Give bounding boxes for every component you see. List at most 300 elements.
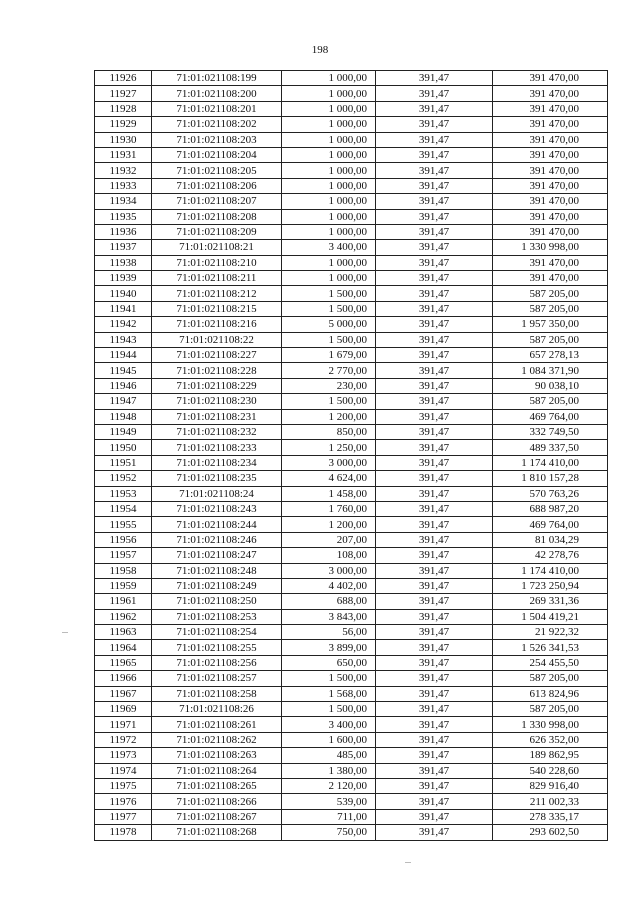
table-row <box>95 517 608 532</box>
cell-value: 1 957 350,00 <box>493 317 608 332</box>
page-number: 198 <box>311 44 329 56</box>
cell-rate: 391,47 <box>376 686 493 701</box>
cell-cadastral-number: 71:01:021108:209 <box>152 224 282 239</box>
table-row <box>95 147 608 162</box>
cell-row-number: 11932 <box>95 163 152 178</box>
cell-value: 391 470,00 <box>493 271 608 286</box>
cell-row-number: 11935 <box>95 209 152 224</box>
table-row <box>95 655 608 670</box>
cell-rate: 391,47 <box>376 178 493 193</box>
cell-row-number: 11939 <box>95 271 152 286</box>
table-row <box>95 763 608 778</box>
cell-rate: 391,47 <box>376 702 493 717</box>
cell-area: 3 843,00 <box>282 609 376 624</box>
cell-area: 1 000,00 <box>282 163 376 178</box>
cell-rate: 391,47 <box>376 794 493 809</box>
cell-value: 293 602,50 <box>493 825 608 840</box>
cell-cadastral-number: 71:01:021108:26 <box>152 702 282 717</box>
cell-cadastral-number: 71:01:021108:227 <box>152 348 282 363</box>
cell-area: 3 400,00 <box>282 717 376 732</box>
cell-value: 391 470,00 <box>493 178 608 193</box>
cell-area: 3 000,00 <box>282 563 376 578</box>
cell-rate: 391,47 <box>376 301 493 316</box>
cell-value: 254 455,50 <box>493 655 608 670</box>
cell-value: 469 764,00 <box>493 517 608 532</box>
cell-value: 42 278,76 <box>493 548 608 563</box>
cell-cadastral-number: 71:01:021108:231 <box>152 409 282 424</box>
cell-area: 1 000,00 <box>282 86 376 101</box>
cell-value: 1 174 410,00 <box>493 563 608 578</box>
cell-value: 587 205,00 <box>493 702 608 717</box>
cell-cadastral-number: 71:01:021108:232 <box>152 424 282 439</box>
cell-value: 688 987,20 <box>493 501 608 516</box>
cell-rate: 391,47 <box>376 548 493 563</box>
table-row <box>95 809 608 824</box>
cell-rate: 391,47 <box>376 594 493 609</box>
cell-area: 1 000,00 <box>282 178 376 193</box>
cell-area: 688,00 <box>282 594 376 609</box>
table-row <box>95 301 608 316</box>
cell-row-number: 11969 <box>95 702 152 717</box>
cell-row-number: 11961 <box>95 594 152 609</box>
cell-rate: 391,47 <box>376 240 493 255</box>
cell-row-number: 11952 <box>95 471 152 486</box>
cell-cadastral-number: 71:01:021108:211 <box>152 271 282 286</box>
cell-area: 711,00 <box>282 809 376 824</box>
cell-area: 1 200,00 <box>282 409 376 424</box>
table-row <box>95 209 608 224</box>
cell-rate: 391,47 <box>376 671 493 686</box>
table-row <box>95 224 608 239</box>
cell-rate: 391,47 <box>376 86 493 101</box>
cell-value: 391 470,00 <box>493 71 608 86</box>
cell-area: 3 899,00 <box>282 640 376 655</box>
table-row <box>95 271 608 286</box>
table-row <box>95 332 608 347</box>
cell-area: 1 000,00 <box>282 117 376 132</box>
cell-cadastral-number: 71:01:021108:233 <box>152 440 282 455</box>
cell-rate: 391,47 <box>376 147 493 162</box>
cell-value: 332 749,50 <box>493 424 608 439</box>
cell-row-number: 11964 <box>95 640 152 655</box>
cell-cadastral-number: 71:01:021108:256 <box>152 655 282 670</box>
cell-rate: 391,47 <box>376 640 493 655</box>
cell-cadastral-number: 71:01:021108:264 <box>152 763 282 778</box>
cell-rate: 391,47 <box>376 117 493 132</box>
cell-area: 1 250,00 <box>282 440 376 455</box>
cell-area: 56,00 <box>282 625 376 640</box>
cell-area: 539,00 <box>282 794 376 809</box>
cell-value: 391 470,00 <box>493 117 608 132</box>
cell-row-number: 11953 <box>95 486 152 501</box>
cell-area: 1 000,00 <box>282 255 376 270</box>
cell-area: 750,00 <box>282 825 376 840</box>
cell-cadastral-number: 71:01:021108:255 <box>152 640 282 655</box>
cell-row-number: 11956 <box>95 532 152 547</box>
cell-value: 391 470,00 <box>493 132 608 147</box>
cell-value: 81 034,29 <box>493 532 608 547</box>
cell-area: 1 500,00 <box>282 332 376 347</box>
table-row <box>95 163 608 178</box>
cell-cadastral-number: 71:01:021108:205 <box>152 163 282 178</box>
table-row <box>95 625 608 640</box>
cell-rate: 391,47 <box>376 563 493 578</box>
cell-area: 108,00 <box>282 548 376 563</box>
cell-row-number: 11951 <box>95 455 152 470</box>
cell-value: 391 470,00 <box>493 194 608 209</box>
cell-row-number: 11978 <box>95 825 152 840</box>
table-row <box>95 563 608 578</box>
cell-rate: 391,47 <box>376 101 493 116</box>
cell-area: 1 000,00 <box>282 101 376 116</box>
table-row <box>95 732 608 747</box>
cell-rate: 391,47 <box>376 809 493 824</box>
table-row <box>95 594 608 609</box>
cell-cadastral-number: 71:01:021108:212 <box>152 286 282 301</box>
cell-rate: 391,47 <box>376 748 493 763</box>
table-row <box>95 578 608 593</box>
cell-row-number: 11971 <box>95 717 152 732</box>
cell-value: 829 916,40 <box>493 778 608 793</box>
cell-area: 1 500,00 <box>282 286 376 301</box>
cell-value: 391 470,00 <box>493 224 608 239</box>
cell-value: 1 526 341,53 <box>493 640 608 655</box>
cell-cadastral-number: 71:01:021108:249 <box>152 578 282 593</box>
cell-area: 3 400,00 <box>282 240 376 255</box>
cell-rate: 391,47 <box>376 363 493 378</box>
cell-row-number: 11940 <box>95 286 152 301</box>
cell-cadastral-number: 71:01:021108:253 <box>152 609 282 624</box>
cell-area: 1 500,00 <box>282 671 376 686</box>
cell-value: 391 470,00 <box>493 101 608 116</box>
cell-row-number: 11957 <box>95 548 152 563</box>
cell-rate: 391,47 <box>376 578 493 593</box>
cell-rate: 391,47 <box>376 763 493 778</box>
cell-row-number: 11947 <box>95 394 152 409</box>
cell-cadastral-number: 71:01:021108:244 <box>152 517 282 532</box>
cell-area: 1 000,00 <box>282 71 376 86</box>
cell-area: 1 000,00 <box>282 209 376 224</box>
cell-cadastral-number: 71:01:021108:210 <box>152 255 282 270</box>
cell-cadastral-number: 71:01:021108:202 <box>152 117 282 132</box>
cell-cadastral-number: 71:01:021108:228 <box>152 363 282 378</box>
cell-value: 489 337,50 <box>493 440 608 455</box>
table-row <box>95 486 608 501</box>
cell-value: 211 002,33 <box>493 794 608 809</box>
cell-rate: 391,47 <box>376 132 493 147</box>
cell-value: 391 470,00 <box>493 147 608 162</box>
cell-area: 230,00 <box>282 378 376 393</box>
cell-row-number: 11959 <box>95 578 152 593</box>
cell-cadastral-number: 71:01:021108:22 <box>152 332 282 347</box>
cell-value: 570 763,26 <box>493 486 608 501</box>
cell-rate: 391,47 <box>376 409 493 424</box>
cell-rate: 391,47 <box>376 532 493 547</box>
cell-row-number: 11933 <box>95 178 152 193</box>
cell-value: 391 470,00 <box>493 209 608 224</box>
cell-area: 850,00 <box>282 424 376 439</box>
cell-row-number: 11976 <box>95 794 152 809</box>
cell-area: 207,00 <box>282 532 376 547</box>
table-row <box>95 86 608 101</box>
table-row <box>95 501 608 516</box>
cell-value: 391 470,00 <box>493 255 608 270</box>
cell-row-number: 11928 <box>95 101 152 116</box>
cell-row-number: 11938 <box>95 255 152 270</box>
cell-row-number: 11941 <box>95 301 152 316</box>
table-row <box>95 255 608 270</box>
table-row <box>95 424 608 439</box>
cell-rate: 391,47 <box>376 501 493 516</box>
table-row <box>95 609 608 624</box>
cell-row-number: 11966 <box>95 671 152 686</box>
cell-area: 1 000,00 <box>282 224 376 239</box>
cell-row-number: 11974 <box>95 763 152 778</box>
cell-row-number: 11977 <box>95 809 152 824</box>
cell-rate: 391,47 <box>376 825 493 840</box>
cell-cadastral-number: 71:01:021108:243 <box>152 501 282 516</box>
cell-row-number: 11944 <box>95 348 152 363</box>
cell-area: 4 624,00 <box>282 471 376 486</box>
table-row <box>95 363 608 378</box>
cell-value: 587 205,00 <box>493 301 608 316</box>
cell-cadastral-number: 71:01:021108:203 <box>152 132 282 147</box>
cell-row-number: 11963 <box>95 625 152 640</box>
cell-value: 1 084 371,90 <box>493 363 608 378</box>
cell-cadastral-number: 71:01:021108:257 <box>152 671 282 686</box>
cell-area: 1 568,00 <box>282 686 376 701</box>
cell-area: 1 000,00 <box>282 194 376 209</box>
table-row <box>95 471 608 486</box>
cell-value: 613 824,96 <box>493 686 608 701</box>
cell-rate: 391,47 <box>376 255 493 270</box>
cell-area: 1 000,00 <box>282 147 376 162</box>
cell-row-number: 11934 <box>95 194 152 209</box>
cell-row-number: 11975 <box>95 778 152 793</box>
table-row <box>95 778 608 793</box>
cell-area: 2 120,00 <box>282 778 376 793</box>
cell-rate: 391,47 <box>376 778 493 793</box>
table-row <box>95 317 608 332</box>
cell-area: 485,00 <box>282 748 376 763</box>
table-row <box>95 71 608 86</box>
cell-rate: 391,47 <box>376 271 493 286</box>
cell-value: 469 764,00 <box>493 409 608 424</box>
cell-cadastral-number: 71:01:021108:204 <box>152 147 282 162</box>
cell-value: 657 278,13 <box>493 348 608 363</box>
table-row <box>95 178 608 193</box>
cell-row-number: 11929 <box>95 117 152 132</box>
cell-row-number: 11948 <box>95 409 152 424</box>
cell-value: 189 862,95 <box>493 748 608 763</box>
table-row <box>95 132 608 147</box>
cell-value: 90 038,10 <box>493 378 608 393</box>
cell-cadastral-number: 71:01:021108:21 <box>152 240 282 255</box>
cell-cadastral-number: 71:01:021108:265 <box>152 778 282 793</box>
cell-cadastral-number: 71:01:021108:254 <box>152 625 282 640</box>
cell-cadastral-number: 71:01:021108:206 <box>152 178 282 193</box>
cell-row-number: 11931 <box>95 147 152 162</box>
cell-cadastral-number: 71:01:021108:216 <box>152 317 282 332</box>
cell-cadastral-number: 71:01:021108:268 <box>152 825 282 840</box>
cell-area: 1 000,00 <box>282 132 376 147</box>
cell-rate: 391,47 <box>376 224 493 239</box>
cell-rate: 391,47 <box>376 286 493 301</box>
cell-rate: 391,47 <box>376 317 493 332</box>
table-row <box>95 671 608 686</box>
cell-row-number: 11937 <box>95 240 152 255</box>
cell-cadastral-number: 71:01:021108:208 <box>152 209 282 224</box>
table-row <box>95 378 608 393</box>
cell-rate: 391,47 <box>376 378 493 393</box>
cell-row-number: 11962 <box>95 609 152 624</box>
cell-row-number: 11942 <box>95 317 152 332</box>
cell-area: 1 200,00 <box>282 517 376 532</box>
cell-cadastral-number: 71:01:021108:199 <box>152 71 282 86</box>
cell-value: 1 330 998,00 <box>493 240 608 255</box>
cell-value: 391 470,00 <box>493 86 608 101</box>
cell-value: 1 723 250,94 <box>493 578 608 593</box>
cell-value: 587 205,00 <box>493 286 608 301</box>
cell-rate: 391,47 <box>376 440 493 455</box>
cell-value: 1 174 410,00 <box>493 455 608 470</box>
cell-rate: 391,47 <box>376 471 493 486</box>
table-row <box>95 348 608 363</box>
cell-value: 626 352,00 <box>493 732 608 747</box>
cell-rate: 391,47 <box>376 517 493 532</box>
cell-rate: 391,47 <box>376 194 493 209</box>
cell-area: 1 500,00 <box>282 394 376 409</box>
cell-rate: 391,47 <box>376 424 493 439</box>
cell-cadastral-number: 71:01:021108:266 <box>152 794 282 809</box>
cell-area: 2 770,00 <box>282 363 376 378</box>
cell-value: 269 331,36 <box>493 594 608 609</box>
cell-value: 587 205,00 <box>493 671 608 686</box>
table-row <box>95 548 608 563</box>
cell-area: 1 760,00 <box>282 501 376 516</box>
table-row <box>95 101 608 116</box>
cell-area: 1 500,00 <box>282 301 376 316</box>
table-row <box>95 686 608 701</box>
cell-rate: 391,47 <box>376 394 493 409</box>
cell-area: 1 600,00 <box>282 732 376 747</box>
cell-area: 1 679,00 <box>282 348 376 363</box>
cell-row-number: 11927 <box>95 86 152 101</box>
cell-row-number: 11955 <box>95 517 152 532</box>
cell-area: 1 000,00 <box>282 271 376 286</box>
cell-cadastral-number: 71:01:021108:215 <box>152 301 282 316</box>
cell-cadastral-number: 71:01:021108:229 <box>152 378 282 393</box>
table-row <box>95 409 608 424</box>
table-row <box>95 717 608 732</box>
cell-value: 540 228,60 <box>493 763 608 778</box>
cell-cadastral-number: 71:01:021108:263 <box>152 748 282 763</box>
table-row <box>95 240 608 255</box>
land-registry-table <box>94 70 608 841</box>
cell-cadastral-number: 71:01:021108:200 <box>152 86 282 101</box>
cell-area: 3 000,00 <box>282 455 376 470</box>
table-row <box>95 702 608 717</box>
table-row <box>95 286 608 301</box>
cell-cadastral-number: 71:01:021108:247 <box>152 548 282 563</box>
cell-cadastral-number: 71:01:021108:24 <box>152 486 282 501</box>
cell-rate: 391,47 <box>376 609 493 624</box>
cell-cadastral-number: 71:01:021108:258 <box>152 686 282 701</box>
cell-area: 1 500,00 <box>282 702 376 717</box>
cell-area: 1 380,00 <box>282 763 376 778</box>
cell-cadastral-number: 71:01:021108:246 <box>152 532 282 547</box>
cell-rate: 391,47 <box>376 486 493 501</box>
cell-value: 587 205,00 <box>493 332 608 347</box>
cell-area: 4 402,00 <box>282 578 376 593</box>
cell-row-number: 11926 <box>95 71 152 86</box>
cell-row-number: 11946 <box>95 378 152 393</box>
table-row <box>95 640 608 655</box>
cell-row-number: 11936 <box>95 224 152 239</box>
cell-rate: 391,47 <box>376 625 493 640</box>
cell-area: 5 000,00 <box>282 317 376 332</box>
table-row <box>95 394 608 409</box>
cell-rate: 391,47 <box>376 332 493 347</box>
cell-row-number: 11950 <box>95 440 152 455</box>
margin-mark <box>62 632 68 633</box>
cell-row-number: 11954 <box>95 501 152 516</box>
margin-mark <box>405 862 411 863</box>
cell-row-number: 11943 <box>95 332 152 347</box>
cell-value: 278 335,17 <box>493 809 608 824</box>
cell-area: 1 458,00 <box>282 486 376 501</box>
cell-area: 650,00 <box>282 655 376 670</box>
table-row <box>95 748 608 763</box>
cell-row-number: 11945 <box>95 363 152 378</box>
cell-cadastral-number: 71:01:021108:207 <box>152 194 282 209</box>
cell-value: 391 470,00 <box>493 163 608 178</box>
cell-row-number: 11965 <box>95 655 152 670</box>
table-body <box>95 71 608 841</box>
cell-value: 1 810 157,28 <box>493 471 608 486</box>
cell-rate: 391,47 <box>376 209 493 224</box>
cell-row-number: 11958 <box>95 563 152 578</box>
cell-cadastral-number: 71:01:021108:261 <box>152 717 282 732</box>
cell-rate: 391,47 <box>376 163 493 178</box>
cell-cadastral-number: 71:01:021108:201 <box>152 101 282 116</box>
cell-rate: 391,47 <box>376 71 493 86</box>
cell-cadastral-number: 71:01:021108:248 <box>152 563 282 578</box>
cell-row-number: 11972 <box>95 732 152 747</box>
cell-value: 1 504 419,21 <box>493 609 608 624</box>
cell-rate: 391,47 <box>376 732 493 747</box>
table-row <box>95 825 608 840</box>
cell-rate: 391,47 <box>376 655 493 670</box>
cell-cadastral-number: 71:01:021108:262 <box>152 732 282 747</box>
table-row <box>95 794 608 809</box>
cell-cadastral-number: 71:01:021108:234 <box>152 455 282 470</box>
cell-row-number: 11973 <box>95 748 152 763</box>
cell-cadastral-number: 71:01:021108:267 <box>152 809 282 824</box>
cell-cadastral-number: 71:01:021108:230 <box>152 394 282 409</box>
table-row <box>95 117 608 132</box>
cell-row-number: 11930 <box>95 132 152 147</box>
table-row <box>95 194 608 209</box>
cell-value: 587 205,00 <box>493 394 608 409</box>
cell-value: 1 330 998,00 <box>493 717 608 732</box>
cell-row-number: 11949 <box>95 424 152 439</box>
cell-cadastral-number: 71:01:021108:250 <box>152 594 282 609</box>
cell-row-number: 11967 <box>95 686 152 701</box>
cell-rate: 391,47 <box>376 717 493 732</box>
table-row <box>95 532 608 547</box>
table-row <box>95 455 608 470</box>
